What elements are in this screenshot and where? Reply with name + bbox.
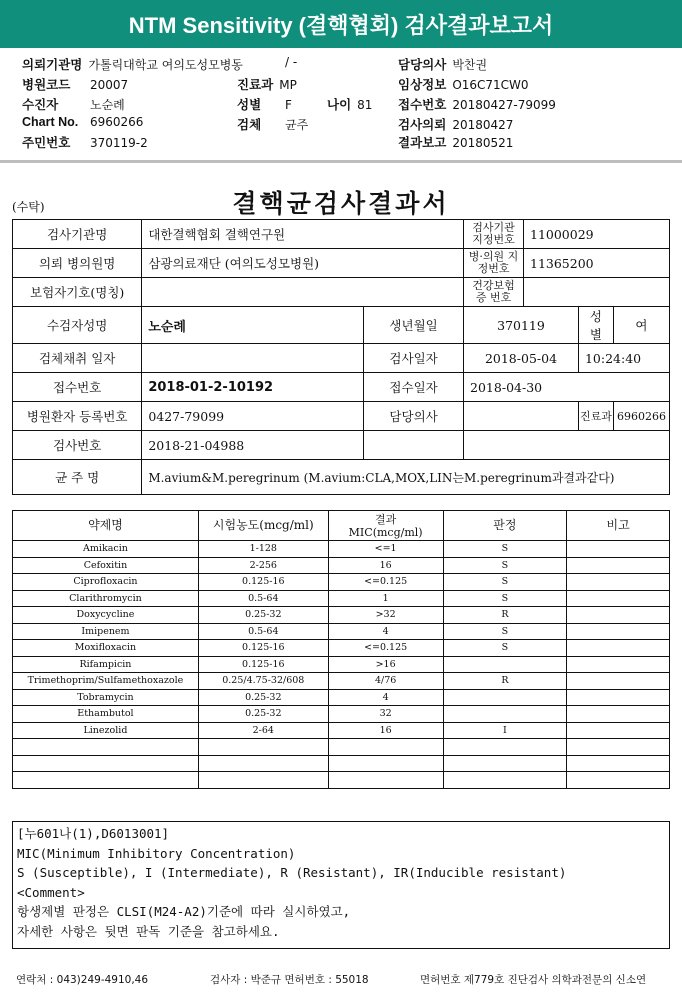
- table-row: [13, 722, 670, 739]
- value: 가톨릭대학교 여의도성모병동: [88, 58, 243, 72]
- empty-cell: [464, 431, 670, 460]
- header-row-3-age: [327, 95, 372, 113]
- exam-no-value: 2018-21-04988: [142, 431, 364, 460]
- value: O16C71CW0: [452, 78, 529, 92]
- table-row: [13, 673, 670, 690]
- doctor-label: 담당의사: [364, 402, 464, 431]
- col-note: 비고: [567, 511, 670, 541]
- mic-cell: 1: [328, 590, 443, 607]
- clinic-no-value: 11365200: [524, 249, 670, 278]
- interp-cell: S: [443, 640, 567, 657]
- table-row: [13, 307, 670, 344]
- range-cell: 0.5-64: [198, 590, 328, 607]
- note-cell: [567, 722, 670, 739]
- note-cell: [567, 755, 670, 772]
- mic-cell: <=0.125: [328, 640, 443, 657]
- footer-examiner: 검사자 : 박준규 면허번호 : 55018: [210, 974, 369, 986]
- header-row-5-right: [398, 133, 513, 151]
- collect-value: [142, 344, 364, 373]
- value: 노순례: [90, 98, 125, 112]
- interp-cell: I: [443, 722, 567, 739]
- label: 접수번호: [398, 98, 447, 112]
- drug-cell: Imipenem: [13, 623, 199, 640]
- comment-line: S (Susceptible), I (Intermediate), R (Resistant), IR(Inducible resistant): [17, 865, 567, 880]
- table-row: [13, 557, 670, 574]
- mic-cell: <=1: [328, 541, 443, 558]
- col-range: 시험농도(mcg/ml): [198, 511, 328, 541]
- note-cell: [567, 607, 670, 624]
- drug-cell: Clarithromycin: [13, 590, 199, 607]
- label: 성별: [237, 98, 262, 112]
- mic-cell: >16: [328, 656, 443, 673]
- mic-cell: 16: [328, 722, 443, 739]
- test-date-label: 검사일자: [364, 344, 464, 373]
- note-cell: [567, 557, 670, 574]
- mic-cell: 16: [328, 557, 443, 574]
- interp-cell: [443, 706, 567, 723]
- col-drug: 약제명: [13, 511, 199, 541]
- birth-value: 370119: [464, 307, 579, 344]
- report-banner-title: NTM Sensitivity (결핵협회) 검사결과보고서: [0, 0, 682, 48]
- lab-value: 대한결핵협회 결핵연구원: [142, 220, 464, 249]
- col-result-bottom: MIC(mcg/ml): [348, 525, 423, 539]
- interp-cell: [443, 689, 567, 706]
- interp-cell: S: [443, 623, 567, 640]
- mic-cell: 4: [328, 689, 443, 706]
- strain-value: M.avium&M.peregrinum (M.avium:CLA,MOX,LIN는M.peregrinum과결과같다): [142, 460, 670, 495]
- range-cell: 2-256: [198, 557, 328, 574]
- table-row: [13, 220, 670, 249]
- table-row: [13, 344, 670, 373]
- interp-cell: [443, 656, 567, 673]
- label: 병원코드: [22, 78, 71, 92]
- report-title: 결핵균검사결과서: [232, 189, 450, 218]
- health-value: [524, 278, 670, 307]
- value: 6960266: [90, 115, 144, 129]
- health-label: 건강보험증 번호: [464, 278, 524, 307]
- clinic-label: 의뢰 병의원명: [13, 249, 142, 278]
- header-row-5-left: [22, 133, 148, 151]
- label: 결과보고: [398, 136, 447, 150]
- label: 검사의뢰: [398, 118, 447, 132]
- drug-cell: Moxifloxacin: [13, 640, 199, 657]
- table-row: [13, 574, 670, 591]
- interp-cell: [443, 739, 567, 756]
- mic-cell: [328, 772, 443, 789]
- table-header-row: [13, 511, 670, 541]
- mic-cell: 32: [328, 706, 443, 723]
- range-cell: [198, 772, 328, 789]
- table-row: [13, 755, 670, 772]
- range-cell: 2-64: [198, 722, 328, 739]
- dept-value: 6960266: [613, 402, 669, 431]
- sensitivity-table: [12, 510, 670, 789]
- note-cell: [567, 739, 670, 756]
- mic-cell: >32: [328, 607, 443, 624]
- range-cell: 1-128: [198, 541, 328, 558]
- range-cell: 0.25-32: [198, 607, 328, 624]
- note-cell: [567, 656, 670, 673]
- table-row: [13, 689, 670, 706]
- comment-line: 자세한 사항은 뒷면 판독 기준을 참고하세요.: [17, 923, 280, 939]
- label: 임상정보: [398, 78, 447, 92]
- comment-line: [누601나(1),D6013001]: [17, 826, 170, 841]
- header-row-3-left: [22, 95, 125, 113]
- consignment-tag: (수탁): [12, 200, 45, 214]
- note-cell: [567, 706, 670, 723]
- mic-cell: 4/76: [328, 673, 443, 690]
- range-cell: 0.25/4.75-32/608: [198, 673, 328, 690]
- table-row: [13, 607, 670, 624]
- value: 20180427: [452, 118, 514, 132]
- table-row: [13, 772, 670, 789]
- drug-cell: [13, 755, 199, 772]
- header-row-3-mid: [237, 95, 292, 113]
- table-row: [13, 402, 670, 431]
- range-cell: 0.25-32: [198, 689, 328, 706]
- interp-cell: S: [443, 557, 567, 574]
- value: 370119-2: [90, 136, 148, 150]
- patient-label: 수검자성명: [13, 307, 142, 344]
- mic-cell: [328, 739, 443, 756]
- range-cell: 0.25-32: [198, 706, 328, 723]
- table-row: [13, 706, 670, 723]
- label: 수진자: [22, 98, 59, 112]
- table-row: [13, 623, 670, 640]
- note-cell: [567, 689, 670, 706]
- value: 20180521: [452, 136, 514, 150]
- col-interp: 판정: [443, 511, 567, 541]
- table-row: [13, 460, 670, 495]
- header-row-1-left: [22, 55, 243, 73]
- birth-label: 생년월일: [364, 307, 464, 344]
- dept-label: 진료과: [578, 402, 613, 431]
- clinic-value: 삼광의료재단 (여의도성모병원): [142, 249, 464, 278]
- header-row-4-mid: [237, 115, 308, 133]
- header-info: [0, 48, 682, 160]
- comment-line: 항생제별 판정은 CLSI(M24-A2)기준에 따라 실시하였고,: [17, 904, 351, 919]
- label: 의뢰기관명: [22, 58, 83, 72]
- mic-cell: [328, 755, 443, 772]
- range-cell: [198, 755, 328, 772]
- header-row-1-right: [398, 55, 487, 73]
- interp-cell: S: [443, 590, 567, 607]
- drug-cell: Ethambutol: [13, 706, 199, 723]
- label: 주민번호: [22, 136, 71, 150]
- table-row: [13, 640, 670, 657]
- value: 박찬권: [452, 58, 488, 72]
- note-cell: [567, 772, 670, 789]
- note-cell: [567, 673, 670, 690]
- note-cell: [567, 541, 670, 558]
- note-cell: [567, 623, 670, 640]
- sex-label: 성별: [578, 307, 613, 344]
- mic-cell: 4: [328, 623, 443, 640]
- drug-cell: Ciprofloxacin: [13, 574, 199, 591]
- range-cell: 0.125-16: [198, 640, 328, 657]
- table-row: [13, 278, 670, 307]
- table-row: [13, 590, 670, 607]
- patient-value: 노순례: [142, 307, 364, 344]
- receipt-date-value: 2018-04-30: [464, 373, 670, 402]
- drug-cell: Tobramycin: [13, 689, 199, 706]
- value: F: [285, 98, 292, 112]
- label: 진료과: [237, 78, 274, 92]
- test-date-value: 2018-05-04: [464, 344, 579, 373]
- interp-cell: S: [443, 574, 567, 591]
- header-row-1-mid: [285, 55, 297, 69]
- range-cell: 0.5-64: [198, 623, 328, 640]
- empty-cell: [364, 431, 464, 460]
- label: 나이: [327, 98, 352, 112]
- hosp-reg-label: 병원환자 등록번호: [13, 402, 142, 431]
- lab-label: 검사기관명: [13, 220, 142, 249]
- table-row: [13, 249, 670, 278]
- label: 담당의사: [398, 58, 447, 72]
- table-row: [13, 739, 670, 756]
- drug-cell: [13, 772, 199, 789]
- note-cell: [567, 574, 670, 591]
- table-row: [13, 373, 670, 402]
- value: 20180427-79099: [452, 98, 556, 112]
- insurance-value: [142, 278, 464, 307]
- drug-cell: Trimethoprim/Sulfamethoxazole: [13, 673, 199, 690]
- table-row: [13, 541, 670, 558]
- comment-box: [12, 821, 670, 949]
- col-result: [328, 511, 443, 541]
- header-row-2-left: [22, 75, 128, 93]
- exam-no-label: 검사번호: [13, 431, 142, 460]
- footer-license: 면허번호 제779호 진단검사 의학과전문의 신소연: [420, 974, 647, 986]
- drug-cell: [13, 739, 199, 756]
- sensitivity-rows: [13, 541, 670, 789]
- strain-label: 균 주 명: [13, 460, 142, 495]
- header-row-4-right: [398, 115, 513, 133]
- value: / -: [285, 55, 298, 69]
- collect-label: 검체채취 일자: [13, 344, 142, 373]
- label: 검체: [237, 118, 262, 132]
- clinic-no-label: 병·의원 지정번호: [464, 249, 524, 278]
- receipt-no-value: 2018-01-2-10192: [142, 373, 364, 402]
- note-cell: [567, 590, 670, 607]
- footer-contact: 연락처 : 043)249-4910,46: [16, 974, 149, 986]
- interp-cell: S: [443, 541, 567, 558]
- header-row-3-right: [398, 95, 556, 113]
- drug-cell: Amikacin: [13, 541, 199, 558]
- header-row-2-right: [398, 75, 529, 93]
- label: Chart No.: [22, 115, 79, 129]
- drug-cell: Doxycycline: [13, 607, 199, 624]
- insurance-label: 보험자기호(명칭): [13, 278, 142, 307]
- interp-cell: [443, 755, 567, 772]
- lab-no-label: 검사기관 지정번호: [464, 220, 524, 249]
- interp-cell: R: [443, 673, 567, 690]
- comment-line: MIC(Minimum Inhibitory Concentration): [17, 845, 296, 861]
- lab-no-value: 11000029: [524, 220, 670, 249]
- mic-cell: <=0.125: [328, 574, 443, 591]
- range-cell: [198, 739, 328, 756]
- table-row: [13, 656, 670, 673]
- drug-cell: Rifampicin: [13, 656, 199, 673]
- doctor-value: [464, 402, 579, 431]
- note-cell: [567, 640, 670, 657]
- sex-value: 여: [613, 307, 669, 344]
- report-info-table: [12, 219, 670, 495]
- comment-line: <Comment>: [17, 884, 85, 900]
- header-divider: [0, 160, 682, 163]
- col-result-top: 결과: [374, 512, 397, 526]
- test-time-value: 10:24:40: [578, 344, 669, 373]
- header-row-2-mid: [237, 75, 297, 93]
- receipt-no-label: 접수번호: [13, 373, 142, 402]
- value: 20007: [90, 78, 129, 92]
- table-row: [13, 431, 670, 460]
- range-cell: 0.125-16: [198, 656, 328, 673]
- value: 균주: [285, 118, 309, 132]
- value: 81: [357, 98, 373, 112]
- value: MP: [279, 78, 297, 92]
- interp-cell: R: [443, 607, 567, 624]
- receipt-date-label: 접수일자: [364, 373, 464, 402]
- range-cell: 0.125-16: [198, 574, 328, 591]
- header-row-4-left: [22, 115, 143, 129]
- interp-cell: [443, 772, 567, 789]
- drug-cell: Linezolid: [13, 722, 199, 739]
- hosp-reg-value: 0427-79099: [142, 402, 364, 431]
- drug-cell: Cefoxitin: [13, 557, 199, 574]
